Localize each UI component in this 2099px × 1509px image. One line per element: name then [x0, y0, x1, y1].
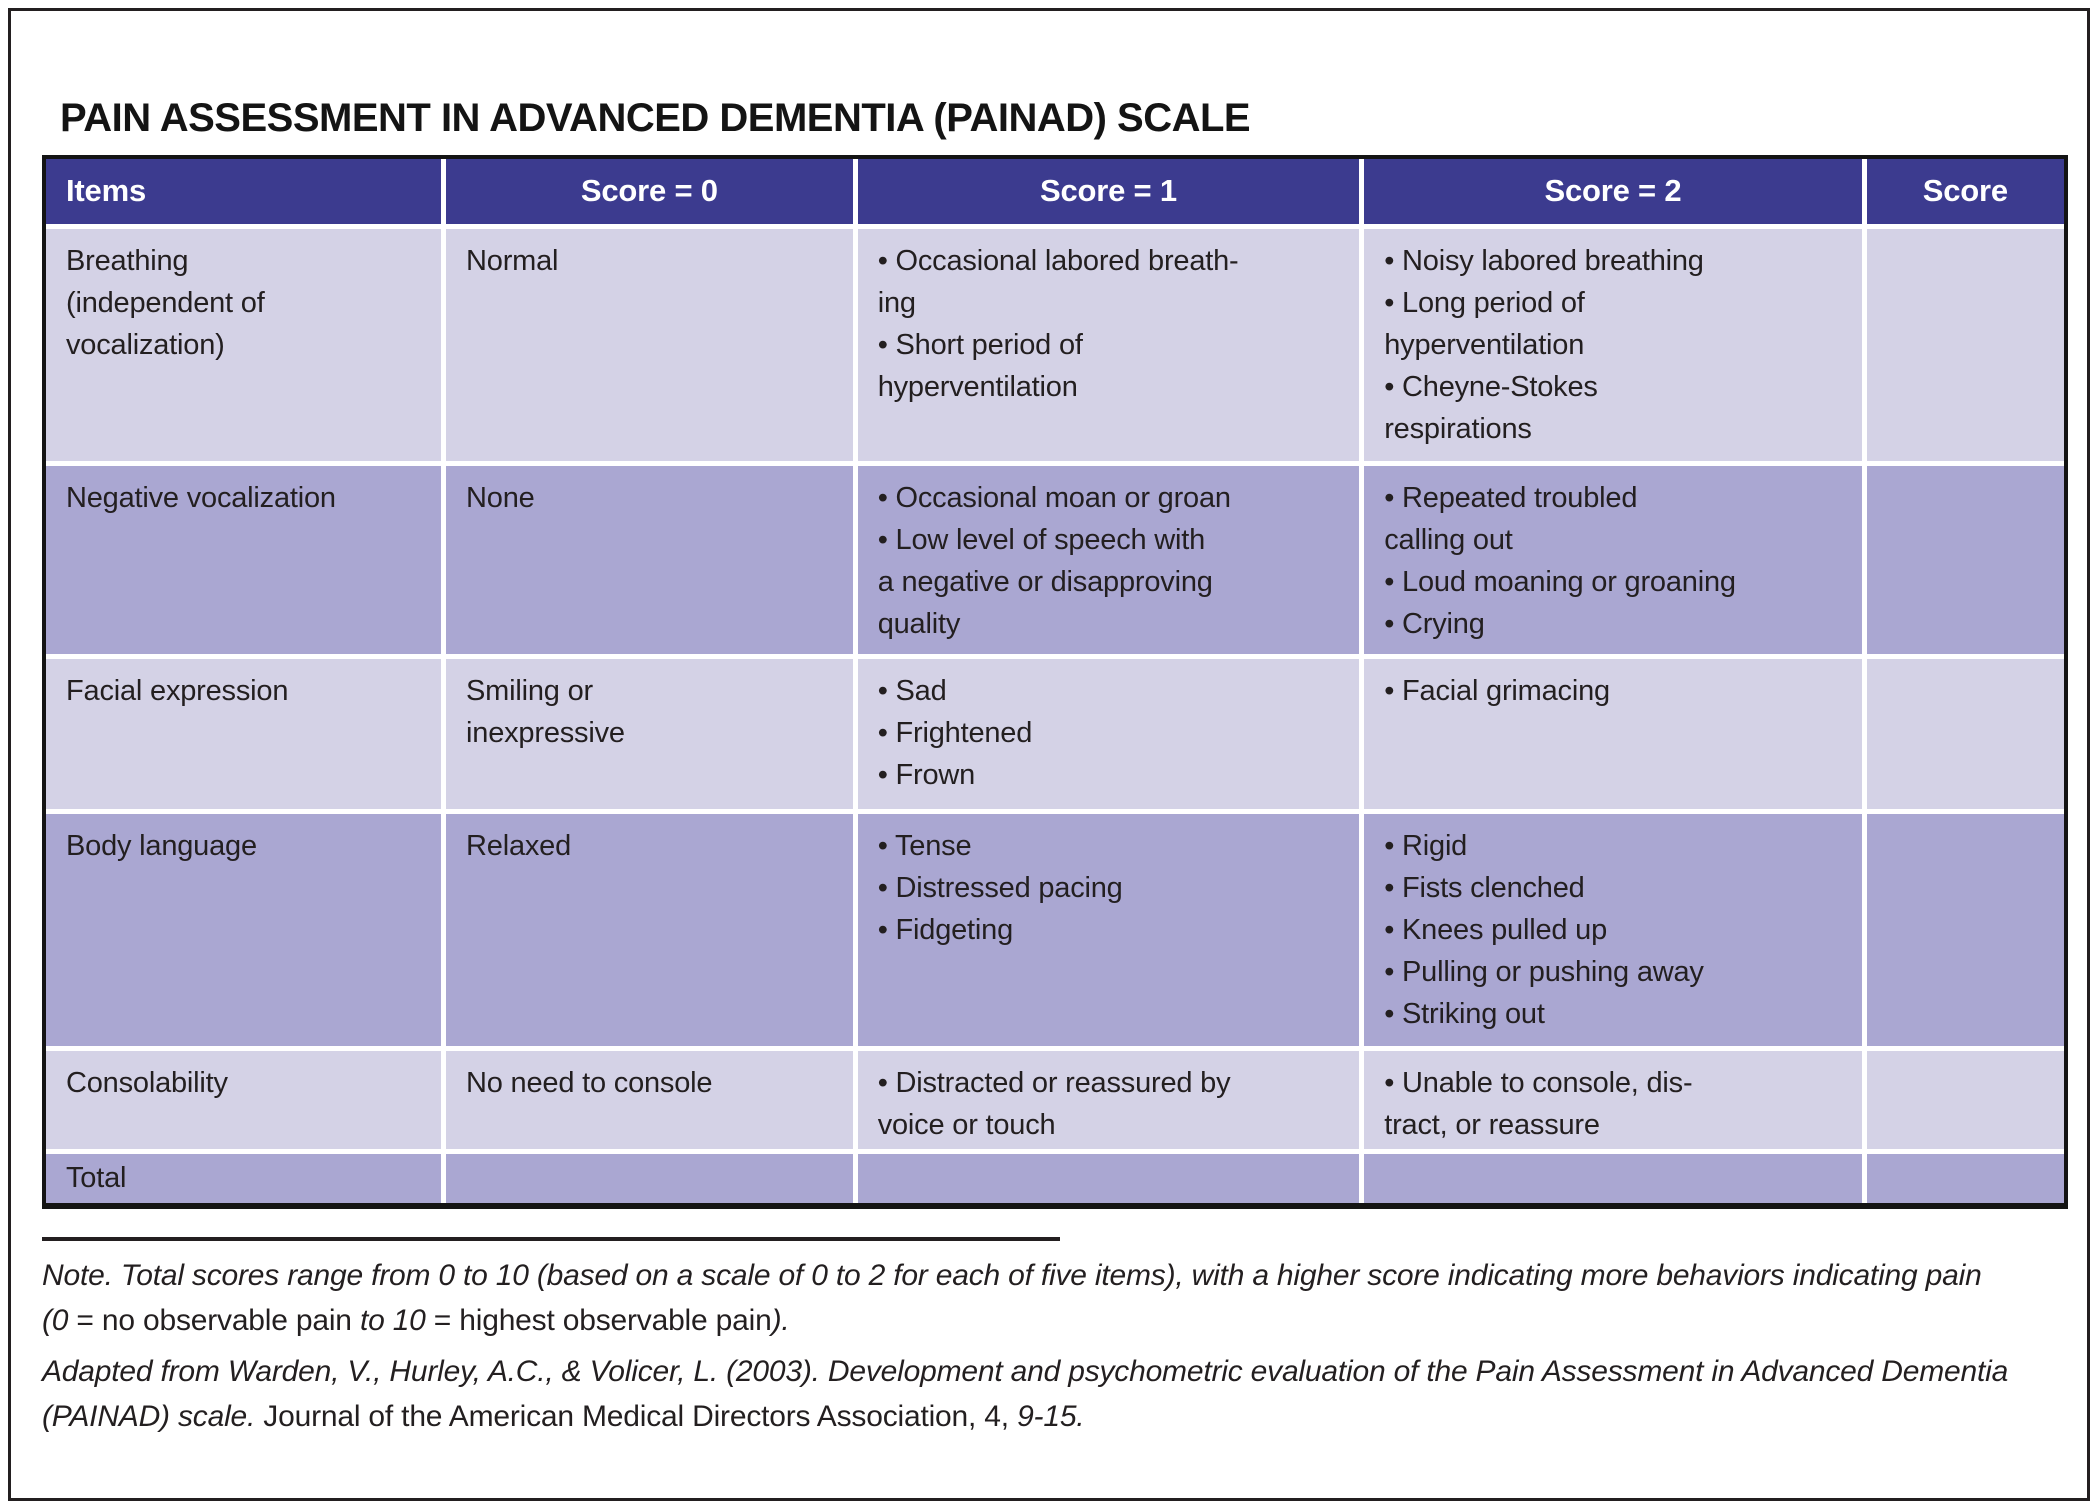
- item-cell: Facial expression: [46, 656, 444, 811]
- score0-cell: Relaxed: [444, 811, 856, 1048]
- item-cell: Body language: [46, 811, 444, 1048]
- row-negative-vocalization: [46, 463, 2064, 656]
- item-cell: Negative vocalization: [46, 463, 444, 656]
- score1-cell: • Occasional labored breath- ing • Short period of hyperventilation: [855, 226, 1362, 463]
- score1-cell: [855, 1151, 1362, 1203]
- score-entry-cell: [1864, 656, 2064, 811]
- column-header-score0: Score = 0: [444, 159, 856, 226]
- score-entry-cell: [1864, 226, 2064, 463]
- score-entry-cell: [1864, 1048, 2064, 1151]
- score0-cell: Smiling or inexpressive: [444, 656, 856, 811]
- score2-cell: • Rigid • Fists clenched • Knees pulled up • Pulling or pushing away • Striking out: [1362, 811, 1864, 1048]
- score1-cell: • Tense • Distressed pacing • Fidgeting: [855, 811, 1362, 1048]
- painad-table-frame: [42, 155, 2068, 1209]
- note-text: Note. Total scores range from 0 to 10 (based on a scale of 0 to 2 for each of five items), with a higher score indicating more behaviors indicating pain (0 = no observable pain to 10 = highest observable pain).: [42, 1259, 1982, 1337]
- score0-cell: Normal: [444, 226, 856, 463]
- column-header-score2: Score = 2: [1362, 159, 1864, 226]
- score2-cell: • Noisy labored breathing • Long period of hyperventilation • Cheyne-Stokes respirations: [1362, 226, 1864, 463]
- score1-cell: • Occasional moan or groan • Low level of speech with a negative or disapproving quality: [855, 463, 1362, 656]
- score2-cell: [1362, 1151, 1864, 1203]
- score0-cell: None: [444, 463, 856, 656]
- column-header-items: Items: [46, 159, 444, 226]
- page-title: PAIN ASSESSMENT IN ADVANCED DEMENTIA (PAINAD) SCALE: [60, 96, 1251, 140]
- row-body-language: [46, 811, 2064, 1048]
- item-cell: Consolability: [46, 1048, 444, 1151]
- score2-cell: • Facial grimacing: [1362, 656, 1864, 811]
- score-entry-cell: [1864, 463, 2064, 656]
- figure-content: [42, 96, 2068, 1439]
- column-header-score: Score: [1864, 159, 2064, 226]
- score1-cell: • Distracted or reassured by voice or touch: [855, 1048, 1362, 1151]
- header-row: [46, 159, 2064, 226]
- footnote-divider: [42, 1237, 1060, 1241]
- item-cell: Breathing (independent of vocalization): [46, 226, 444, 463]
- score0-cell: No need to console: [444, 1048, 856, 1151]
- row-facial-expression: [46, 656, 2064, 811]
- score0-cell: [444, 1151, 856, 1203]
- score2-cell: • Repeated troubled calling out • Loud moaning or groaning • Crying: [1362, 463, 1864, 656]
- row-consolability: [46, 1048, 2064, 1151]
- column-header-score1: Score = 1: [855, 159, 1362, 226]
- score-entry-cell: [1864, 811, 2064, 1048]
- citation-text: Adapted from Warden, V., Hurley, A.C., & Volicer, L. (2003). Development and psychometric evaluation of the Pain Assessment in Advanced Dementia (PAINAD) scale. Journal of the American Medical Directors Association, 4, 9-15.: [42, 1355, 2009, 1433]
- total-label-cell: Total: [46, 1151, 444, 1203]
- total-score-entry-cell: [1864, 1151, 2064, 1203]
- score1-cell: • Sad • Frightened • Frown: [855, 656, 1362, 811]
- score2-cell: • Unable to console, dis- tract, or reassure: [1362, 1048, 1864, 1151]
- row-total: [46, 1151, 2064, 1203]
- row-breathing: [46, 226, 2064, 463]
- painad-table: [46, 159, 2064, 1203]
